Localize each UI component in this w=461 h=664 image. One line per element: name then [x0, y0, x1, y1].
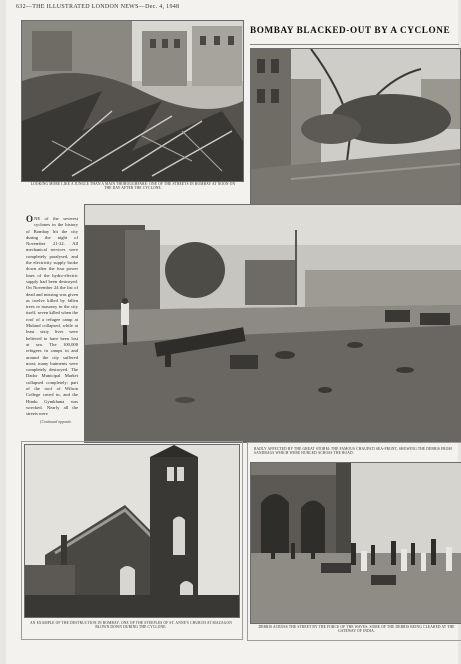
photo-frame-bottom-right — [247, 442, 461, 641]
article-text — [26, 216, 78, 418]
page-header: 632—THE ILLUSTRATED LONDON NEWS—Dec. 4, 1948 — [16, 4, 180, 10]
photo-tree-blocked-street — [250, 48, 461, 206]
article-dropcap: O — [26, 214, 34, 224]
caption-chaupati-seafront: BADLY AFFECTED BY THE GREAT STORM: THE FAMOUS CHAUPATI SEA-FRONT, SHOWING THE DEBRIS FROM SANDBAGS WHICH WERE HURLED ACROSS THE ROAD. — [254, 447, 452, 456]
caption-gateway-of-india: DEBRIS ACROSS THE STREET BY THE FORCE OF THE WAVES: SOME OF THE DEBRIS BEING CLEARED AT THE GATEWAY OF INDIA. — [258, 625, 455, 634]
page-title: BOMBAY BLACKED-OUT BY A CYCLONE — [250, 25, 451, 35]
photo-jungle-street — [21, 20, 244, 182]
caption-jungle-street: LOOKING MORE LIKE A JUNGLE THAN A MAIN THOROUGHFARE: ONE OF THE STREETS IN BOMBAY AT NOON ON THE DAY AFTER THE CYCLONE. — [30, 182, 236, 191]
magazine-page — [6, 0, 458, 664]
caption-church-steeple: AN EXAMPLE OF THE DESTRUCTION IN BOMBAY: ONE OF THE STEEPLES OF ST. ANNE'S CHURCH AT MAZAGON BLOWN DOWN DURING THE CYCLONE. — [30, 621, 232, 630]
divider-rule — [250, 44, 459, 45]
article-body: NE of the severest cyclones in the history of Bombay hit the city during the night of November 21-22. All mechanical services were completely paralysed, and the electricity supply broke down after the four power lines of the hydro-electric supply had been destroyed. On November 24 the list of dead and missing was given as twelve killed by fallen trees or masonry in the city itself, seven killed when the roof of a refugee camp at Mulund collapsed, while at least sixty lives were believed to have been lost at sea. The 100,000 refugees in camps in and around the city suffered most; many hutments were completely destroyed. The Dadar Municipal Market collapsed completely; part of the roof of Wilson College caved in, and the Hindu Gymkhana was wrecked. Nearly all the streets were — [26, 216, 78, 417]
photo-frame-bottom-left — [21, 441, 243, 640]
photo-chaupati-seafront — [84, 204, 461, 443]
article-continued: [Continued opposite. — [40, 420, 73, 424]
